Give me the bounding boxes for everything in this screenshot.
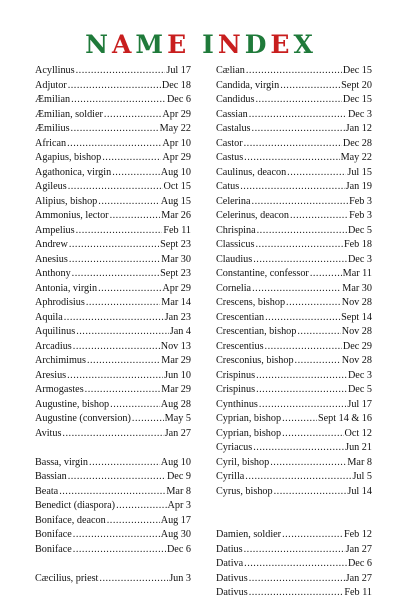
entry-name: Cyprian, bishop [216, 413, 282, 424]
index-entry [216, 485, 372, 500]
entry-date: May 22 [340, 152, 372, 163]
index-entry [35, 122, 191, 137]
index-entry [216, 195, 372, 210]
section-gap [216, 514, 372, 529]
dot-leader [98, 195, 159, 210]
dot-leader [107, 514, 160, 529]
title-letter: I [202, 30, 218, 59]
entry-date: Sept 23 [160, 268, 191, 279]
entry-name: Datius [216, 543, 243, 555]
dot-leader [89, 456, 160, 471]
entry-name: Chrispina [216, 224, 256, 236]
dot-leader [265, 311, 340, 326]
index-entry [216, 267, 372, 282]
index-entry [216, 557, 372, 572]
entry-name: Castor [216, 137, 243, 149]
entry-date: Jan 27 [345, 543, 372, 555]
page-title [0, 30, 402, 60]
index-entry [216, 456, 372, 471]
entry-name: Castalus [216, 123, 251, 134]
entry-date: Apr 3 [167, 500, 191, 511]
entry-date: Dec 15 [342, 65, 372, 76]
entry-date: Dec 5 [347, 224, 372, 236]
dot-leader [73, 543, 166, 558]
index-entry [35, 456, 191, 471]
dot-leader [259, 398, 346, 413]
entry-name: Benedict (diaspora) [35, 500, 116, 511]
entry-date: Sept 14 [341, 311, 372, 323]
entry-name: Cyriacus [216, 442, 253, 453]
entry-name: Avitus [35, 427, 62, 439]
entry-name: Æmilian, soldier [35, 108, 103, 120]
index-entry [216, 412, 372, 427]
dot-leader [280, 79, 340, 94]
index-entry [35, 151, 191, 166]
entry-name: Cyrilla [216, 471, 245, 482]
entry-name: Crescens, bishop [216, 297, 286, 308]
index-entry [216, 470, 372, 485]
entry-date: Aug 28 [160, 398, 191, 410]
entry-date: Nov 28 [341, 297, 372, 308]
index-entry [35, 369, 191, 384]
dot-leader [104, 108, 162, 123]
dot-leader [282, 528, 343, 543]
dot-leader [282, 427, 343, 442]
index-entry [216, 572, 372, 587]
dot-leader [87, 354, 160, 369]
index-entry [216, 282, 372, 297]
entry-date: Dec 6 [347, 558, 372, 569]
dot-leader [256, 369, 347, 384]
dot-leader [286, 296, 341, 311]
index-entry [35, 340, 191, 355]
index-entry [216, 528, 372, 543]
index-entry [35, 79, 191, 94]
entry-name: Cassian [216, 108, 248, 120]
entry-name: Cresconius, bishop [216, 355, 294, 366]
entry-date: May 22 [159, 123, 191, 134]
entry-date: Mar 8 [347, 456, 372, 468]
dot-leader [99, 572, 168, 587]
index-entry [216, 238, 372, 253]
entry-date: Jan 27 [164, 427, 191, 439]
index-entry [216, 108, 372, 123]
entry-name: Ampelius [35, 224, 75, 236]
entry-date: Nov 13 [160, 340, 191, 352]
dot-leader [256, 383, 347, 398]
entry-date: Aug 10 [160, 166, 191, 178]
dot-leader [67, 369, 163, 384]
index-entry [35, 572, 191, 587]
dot-leader [64, 311, 164, 326]
entry-name: Adjutor [35, 79, 67, 91]
dot-leader [244, 557, 347, 572]
index-entry [35, 224, 191, 239]
entry-name: Cyrus, bishop [216, 485, 273, 497]
index-entry [35, 209, 191, 224]
title-word [85, 30, 190, 60]
index-entry [216, 224, 372, 239]
dot-leader [72, 267, 159, 282]
dot-leader [256, 93, 342, 108]
dot-leader [297, 325, 340, 340]
title-letter: A [111, 30, 136, 59]
entry-date: Sept 14 & 16 [317, 413, 372, 424]
index-entry [216, 369, 372, 384]
entry-name: Antonia, virgin [35, 282, 98, 294]
entry-date: Dec 6 [166, 94, 191, 105]
entry-date: Nov 28 [341, 326, 372, 337]
dot-leader [68, 470, 166, 485]
dot-leader [71, 93, 166, 108]
entry-name: Anesius [35, 253, 68, 265]
entry-name: Armogastes [35, 384, 84, 395]
entry-date: Dec 3 [347, 108, 372, 120]
dot-leader [67, 137, 161, 152]
entry-name: Aresius [35, 369, 67, 381]
entry-name: Cyril, bishop [216, 456, 270, 468]
entry-date: Dec 5 [347, 384, 372, 395]
index-entry [35, 499, 191, 514]
entry-date: Jun 21 [345, 442, 372, 453]
entry-name: Claudius [216, 253, 253, 265]
index-column-left [35, 64, 191, 586]
entry-name: Aquila [35, 311, 63, 323]
entry-date: Dec 28 [342, 137, 372, 149]
index-entry [216, 441, 372, 456]
entry-name: Catus [216, 181, 240, 192]
entry-name: Beata [35, 485, 59, 497]
dot-leader [274, 485, 347, 500]
index-entry [35, 137, 191, 152]
index-entry [35, 64, 191, 79]
entry-date: Apr 10 [162, 137, 191, 149]
entry-name: Agapius, bishop [35, 152, 102, 163]
dot-leader [76, 325, 169, 340]
entry-name: Cæcilius, priest [35, 572, 99, 584]
entry-date: Feb 3 [349, 195, 372, 207]
index-entry [35, 383, 191, 398]
dot-leader [112, 166, 160, 181]
index-entry [35, 253, 191, 268]
entry-name: Agathonica, virgin [35, 166, 112, 178]
dot-leader [110, 209, 161, 224]
entry-date: Feb 11 [163, 224, 191, 236]
entry-date: Jan 23 [164, 311, 191, 323]
entry-date: Apr 29 [162, 282, 191, 294]
entry-name: Damien, soldier [216, 529, 282, 540]
entry-name: Acyllinus [35, 65, 75, 76]
index-entry [216, 151, 372, 166]
index-entry [216, 64, 372, 79]
index-entry [216, 137, 372, 152]
entry-name: Candidus [216, 94, 255, 105]
entry-date: Aug 30 [160, 529, 191, 540]
entry-date: Jun 10 [164, 369, 191, 381]
entry-name: Augustine, bishop [35, 398, 110, 410]
title-letter: X [293, 30, 317, 59]
dot-leader [249, 572, 345, 587]
index-column-right [216, 64, 372, 601]
entry-date: Dec 15 [342, 94, 372, 105]
entry-date: Oct 15 [163, 181, 191, 192]
entry-name: Arcadius [35, 340, 72, 352]
index-entry [35, 528, 191, 543]
entry-name: Dativus [216, 572, 248, 584]
dot-leader [71, 122, 159, 137]
index-entry [35, 93, 191, 108]
entry-name: Dativus [216, 587, 248, 598]
title-letter: N [217, 30, 245, 59]
entry-name: Anthony [35, 268, 71, 279]
entry-date: Jul 15 [347, 166, 372, 178]
entry-date: Jul 14 [347, 485, 372, 497]
entry-name: Crispinus [216, 384, 256, 395]
entry-date: Feb 18 [343, 239, 372, 250]
entry-name: Bassa, virgin [35, 456, 89, 468]
index-entry [35, 195, 191, 210]
index-entry [35, 166, 191, 181]
index-entry [35, 267, 191, 282]
index-entry [216, 209, 372, 224]
dot-leader [73, 340, 160, 355]
index-entry [216, 383, 372, 398]
dot-leader [249, 108, 347, 123]
index-entry [216, 122, 372, 137]
dot-leader [73, 528, 160, 543]
entry-name: Archimimus [35, 355, 86, 366]
title-letter: D [244, 30, 271, 59]
entry-name: Cornelia [216, 282, 252, 294]
entry-date: Mar 30 [161, 253, 191, 265]
entry-date: Jan 12 [345, 123, 372, 134]
dot-leader [68, 180, 163, 195]
entry-date: Dec 29 [342, 340, 372, 352]
entry-date: Jan 19 [345, 181, 372, 192]
dot-leader [282, 412, 317, 427]
dot-leader [270, 456, 346, 471]
entry-name: Crescentian [216, 311, 265, 323]
entry-date: Feb 12 [343, 529, 372, 540]
dot-leader [287, 166, 346, 181]
entry-name: Constantine, confessor [216, 268, 309, 279]
dot-leader [102, 151, 161, 166]
entry-name: Andrew [35, 239, 68, 250]
title-word [202, 30, 317, 60]
dot-leader [246, 64, 342, 79]
entry-date: Dec 6 [166, 543, 191, 555]
dot-leader [253, 253, 347, 268]
entry-date: Nov 28 [341, 355, 372, 366]
dot-leader [85, 383, 161, 398]
entry-date: Aug 17 [160, 514, 191, 526]
dot-leader [132, 412, 164, 427]
section-gap [216, 499, 372, 514]
index-entry [216, 354, 372, 369]
entry-name: Crescentius [216, 340, 264, 352]
dot-leader [244, 543, 345, 558]
entry-name: Cyprian, bishop [216, 427, 282, 439]
dot-leader [62, 427, 163, 442]
entry-name: Cynthinus [216, 398, 258, 410]
index-entry [216, 93, 372, 108]
dot-leader [116, 499, 166, 514]
index-entry [216, 398, 372, 413]
index-entry [35, 485, 191, 500]
entry-date: Mar 11 [342, 268, 372, 279]
index-entry [35, 282, 191, 297]
index-entry [216, 325, 372, 340]
entry-name: Aquilinus [35, 326, 76, 337]
title-letter: N [85, 30, 112, 59]
dot-leader [244, 151, 339, 166]
entry-date: Apr 29 [162, 152, 191, 163]
index-entry [35, 325, 191, 340]
entry-date: Aug 10 [160, 456, 191, 468]
entry-name: Boniface [35, 529, 72, 540]
entry-date: Mar 29 [161, 384, 191, 395]
index-entry [216, 311, 372, 326]
entry-name: Ammonius, lector [35, 210, 109, 221]
entry-date: Jul 5 [352, 471, 372, 482]
dot-leader [98, 282, 161, 297]
index-entry [35, 514, 191, 529]
entry-date: Oct 12 [344, 427, 372, 439]
index-entry [35, 238, 191, 253]
entry-name: Æmilius [35, 123, 70, 134]
entry-name: Boniface [35, 543, 72, 555]
dot-leader [76, 64, 166, 79]
entry-name: Alipius, bishop [35, 195, 98, 207]
dot-leader [295, 354, 341, 369]
index-entry [35, 311, 191, 326]
entry-name: Æmilian [35, 94, 71, 105]
index-entry [216, 253, 372, 268]
dot-leader [59, 485, 165, 500]
entry-name: Agileus [35, 181, 67, 192]
title-letter: E [167, 30, 191, 59]
entry-date: Mar 30 [342, 282, 372, 294]
entry-name: Classicus [216, 239, 255, 250]
entry-date: Feb 3 [349, 210, 372, 221]
dot-leader [252, 122, 345, 137]
entry-name: Aphrodisius [35, 297, 85, 308]
title-letter: M [135, 30, 168, 59]
dot-leader [252, 282, 341, 297]
entry-name: Celerina [216, 195, 251, 207]
dot-leader [256, 238, 343, 253]
dot-leader [76, 224, 163, 239]
dot-leader [69, 253, 160, 268]
dot-leader [68, 79, 161, 94]
section-gap [35, 557, 191, 572]
index-entry [35, 398, 191, 413]
title-letter: E [270, 30, 294, 59]
entry-date: Mar 29 [161, 355, 191, 366]
dot-leader [253, 441, 344, 456]
entry-name: Caulinus, deacon [216, 166, 287, 178]
entry-name: Augustine (conversion) [35, 413, 131, 424]
entry-date: Mar 26 [161, 210, 191, 221]
section-gap [35, 441, 191, 456]
dot-leader [249, 586, 344, 601]
dot-leader [110, 398, 160, 413]
entry-name: Celerinus, deacon [216, 210, 289, 221]
entry-date: Dec 18 [161, 79, 191, 91]
dot-leader [257, 224, 347, 239]
dot-leader [244, 137, 342, 152]
entry-date: May 5 [164, 413, 191, 424]
entry-name: Castus [216, 152, 244, 163]
dot-leader [290, 209, 348, 224]
entry-name: Boniface, deacon [35, 514, 106, 526]
entry-name: Dativa [216, 558, 244, 569]
dot-leader [69, 238, 159, 253]
entry-date: Jan 27 [345, 572, 372, 584]
dot-leader [86, 296, 160, 311]
index-entry [216, 586, 372, 601]
entry-date: Jan 4 [169, 326, 191, 337]
dot-leader [252, 195, 349, 210]
entry-name: Cælian [216, 65, 245, 76]
index-entry [35, 296, 191, 311]
entry-date: Dec 3 [347, 253, 372, 265]
entry-date: Sept 23 [160, 239, 191, 250]
entry-date: Feb 11 [344, 587, 372, 598]
entry-name: Bassian [35, 471, 67, 482]
entry-date: Jul 17 [347, 398, 372, 410]
index-entry [216, 180, 372, 195]
index-entry [216, 340, 372, 355]
index-entry [216, 427, 372, 442]
entry-date: Mar 14 [161, 297, 191, 308]
index-entry [35, 108, 191, 123]
dot-leader [310, 267, 342, 282]
entry-name: Candida, virgin [216, 79, 280, 91]
index-entry [35, 412, 191, 427]
index-entry [35, 180, 191, 195]
index-entry [35, 543, 191, 558]
index-entry [216, 79, 372, 94]
index-entry [35, 470, 191, 485]
entry-date: Jun 3 [169, 572, 191, 584]
index-entry [216, 543, 372, 558]
index-entry [35, 354, 191, 369]
entry-date: Apr 29 [162, 108, 191, 120]
entry-name: Crescentian, bishop [216, 326, 297, 337]
index-entry [35, 427, 191, 442]
entry-date: Mar 8 [166, 485, 191, 497]
entry-date: Aug 15 [160, 195, 191, 207]
dot-leader [245, 470, 351, 485]
entry-date: Dec 9 [166, 471, 191, 482]
entry-date: Sept 20 [341, 79, 372, 91]
entry-name: African [35, 137, 67, 149]
index-entry [216, 166, 372, 181]
entry-date: Dec 3 [347, 369, 372, 381]
dot-leader [265, 340, 342, 355]
entry-date: Jul 17 [166, 65, 191, 76]
entry-name: Crispinus [216, 369, 256, 381]
index-entry [216, 296, 372, 311]
dot-leader [240, 180, 344, 195]
